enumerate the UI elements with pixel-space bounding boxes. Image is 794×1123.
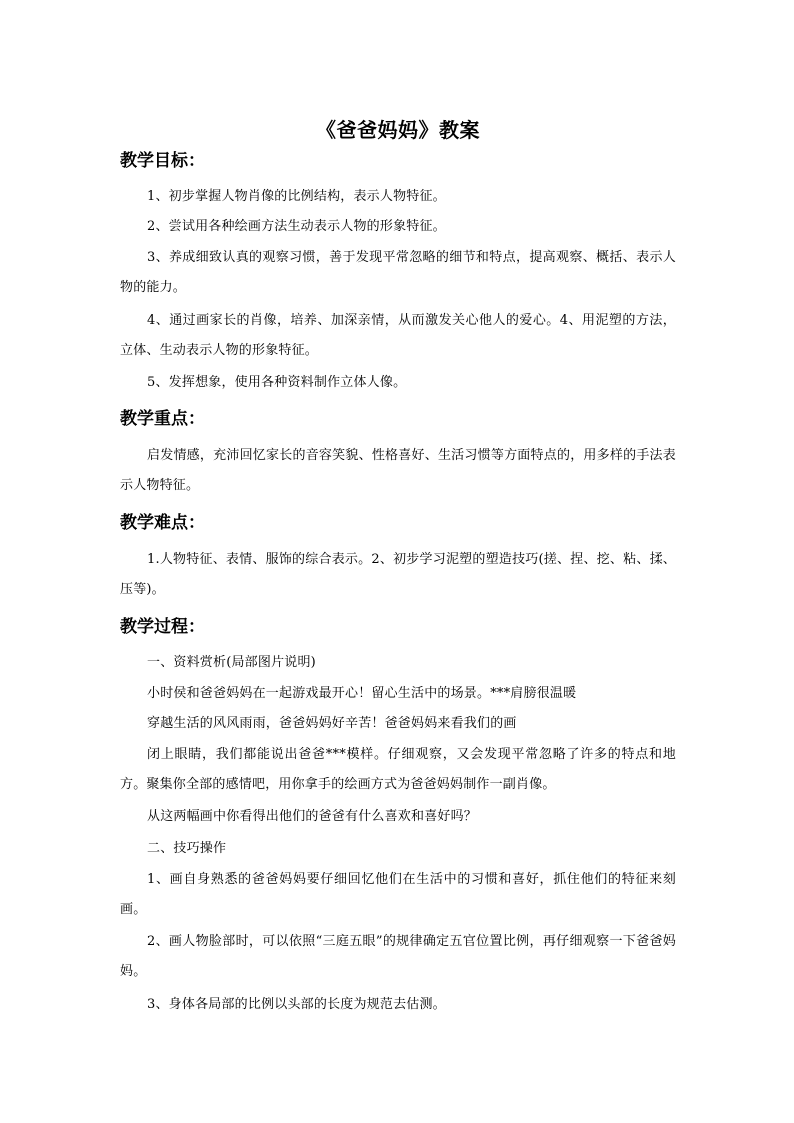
- process-item-1: 一、资料赏析(局部图片说明): [147, 655, 316, 670]
- process-item-4: 闭上眼睛，我们都能说出爸爸***模样。仔细观察，又会发现平常忽略了许多的特点和地方。聚集你全部的感情吧，用你拿手的绘画方式为爸爸妈妈制作一副肖像。: [120, 747, 676, 792]
- heading-objectives: 教学目标：: [120, 151, 205, 171]
- objective-4: 4、通过画家长的肖像，培养、加深亲情，从而激发关心他人的爱心。4、用泥塑的方法，立体、生动表示人物的形象特征。: [120, 313, 676, 358]
- process-item-3: 穿越生活的风风雨雨，爸爸妈妈好辛苦！爸爸妈妈来看我们的画: [147, 716, 517, 731]
- process-item-6: 二、技巧操作: [147, 841, 227, 856]
- process-item-7: 1、画自身熟悉的爸爸妈妈要仔细回忆他们在生活中的习惯和喜好，抓住他们的特征来刻画。: [120, 872, 676, 917]
- objective-5: 5、发挥想象，使用各种资料制作立体人像。: [147, 375, 407, 390]
- process-item-5: 从这两幅画中你看得出他们的爸爸有什么喜欢和喜好吗？: [147, 809, 478, 824]
- heading-difficulties: 教学难点：: [120, 513, 205, 533]
- heading-process: 教学过程：: [120, 617, 205, 637]
- process-item-2: 小时侯和爸爸妈妈在一起游戏最开心！留心生活中的场景。***肩膀很温暖: [147, 686, 577, 701]
- heading-key-points: 教学重点：: [120, 409, 205, 429]
- key-point-1: 启发情感，充沛回忆家长的音容笑貌、性格喜好、生活习惯等方面特点的，用多样的手法表示人物特征。: [120, 448, 676, 493]
- objective-2: 2、尝试用各种绘画方法生动表示人物的形象特征。: [147, 219, 446, 234]
- difficulty-1: 1.人物特征、表情、服饰的综合表示。2、初步学习泥塑的塑造技巧(搓、捏、挖、粘、揉、压等)。: [120, 552, 676, 597]
- objective-3: 3、养成细致认真的观察习惯，善于发现平常忽略的细节和特点，提高观察、概括、表示人物的能力。: [120, 250, 676, 295]
- document-title: 《爸爸妈妈》教案: [316, 118, 480, 143]
- objective-1: 1、初步掌握人物肖像的比例结构，表示人物特征。: [147, 189, 446, 204]
- process-item-8: 2、画人物脸部时，可以依照“三庭五眼”的规律确定五官位置比例，再仔细观察一下爸爸妈妈。: [120, 934, 676, 979]
- process-item-9: 3、身体各局部的比例以头部的长度为规范去估测。: [147, 997, 446, 1012]
